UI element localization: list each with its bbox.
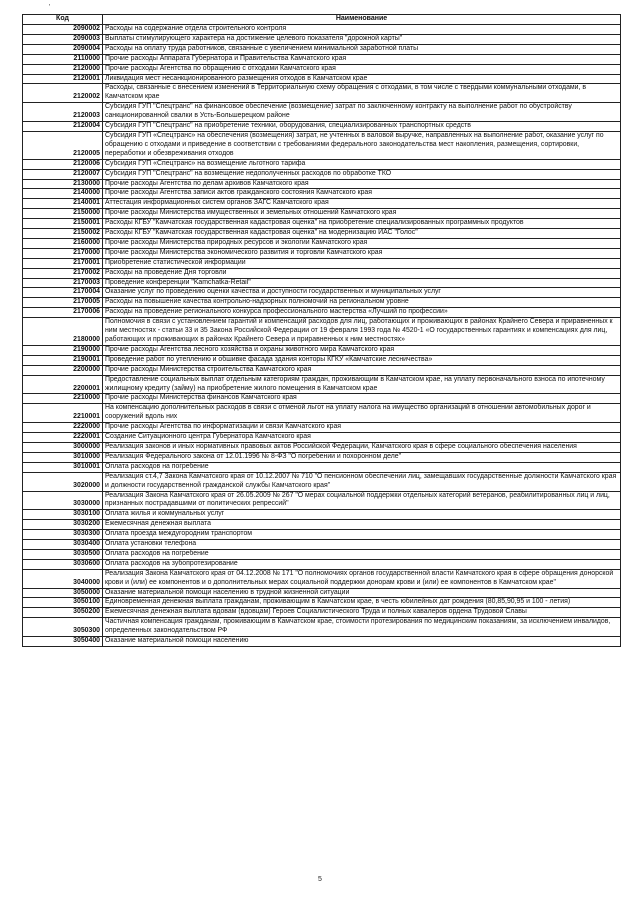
row-code: 2140001: [23, 199, 103, 209]
table-row: [23, 559, 621, 569]
table-row: [23, 84, 621, 103]
table-row: [23, 278, 621, 288]
row-name: Расходы на повышение качества контрольно-надзорных полномочий на региональном уровне: [103, 298, 621, 308]
row-code: 2170004: [23, 288, 103, 298]
row-name: Реализация Закона Камчатского края от 04.12.2008 № 171 "О полномочиях органов государственной власти Камчатского края в сфере обращения донорской крови и (или) ее компонентов и о дополнительных мерах социальной поддержки донорам крови и (или) ее компонентов в Камчатском крае": [103, 569, 621, 588]
row-code: 3020000: [23, 472, 103, 491]
row-code: 2140000: [23, 189, 103, 199]
table-row: [23, 618, 621, 637]
table-row: [23, 219, 621, 229]
table-row: [23, 298, 621, 308]
corner-mark: ': [49, 4, 51, 11]
row-code: 2160000: [23, 238, 103, 248]
table-row: [23, 472, 621, 491]
row-code: 3040000: [23, 569, 103, 588]
table-row: [23, 122, 621, 132]
row-code: 2120007: [23, 169, 103, 179]
row-name: Субсидия ГУП "Спецтранс" на возмещение недополученных расходов по обработке ТКО: [103, 169, 621, 179]
row-code: 2220000: [23, 423, 103, 433]
table-row: [23, 355, 621, 365]
row-name: Приобретение статистической информации: [103, 258, 621, 268]
table-row: [23, 608, 621, 618]
page-number: 5: [318, 876, 322, 883]
row-code: 2110000: [23, 54, 103, 64]
table-row: [23, 549, 621, 559]
row-code: 3000000: [23, 442, 103, 452]
table-row: [23, 345, 621, 355]
column-header-code: Код: [23, 15, 103, 25]
row-code: 2210000: [23, 394, 103, 404]
row-name: Прочие расходы Министерства строительства Камчатского края: [103, 365, 621, 375]
table-row: [23, 25, 621, 35]
row-code: 3030600: [23, 559, 103, 569]
table-row: [23, 510, 621, 520]
row-name: Субсидия ГУП "Спецтранс" на финансовое обеспечение (возмещение) затрат по заключенному контракту на выполнение работ по обустройству санкционированной свалки в Усть-Большерецком районе: [103, 103, 621, 122]
row-code: 3050400: [23, 637, 103, 647]
row-name: Расходы КГБУ "Камчатская государственная кадастровая оценка" на приобретение специализированных программных продуктов: [103, 219, 621, 229]
codes-table-container: [22, 14, 620, 647]
row-name: Создание Ситуационного центра Губернатора Камчатского края: [103, 433, 621, 443]
row-name: Оказание материальной помощи населению в трудной жизненной ситуации: [103, 588, 621, 598]
row-name: Предоставление социальных выплат отдельным категориям граждан, проживающим в Камчатском крае, на уплату первоначального взноса по ипотечному жилищному кредиту (займу) на приобретение жилого помещения в Камчатском крае: [103, 375, 621, 394]
row-name: Оказание материальной помощи населению: [103, 637, 621, 647]
row-name: Прочие расходы Агентства по обращению с отходами Камчатского края: [103, 64, 621, 74]
row-name: Реализация Федерального закона от 12.01.1996 № 8-ФЗ "О погребении и похоронном деле": [103, 452, 621, 462]
row-code: 2120005: [23, 131, 103, 159]
row-name: Оплата установки телефона: [103, 540, 621, 550]
row-code: 3030200: [23, 520, 103, 530]
row-name: Прочие расходы Агентства по информатизации и связи Камчатского края: [103, 423, 621, 433]
table-row: [23, 308, 621, 318]
row-code: 2170006: [23, 308, 103, 318]
row-name: Расходы на проведение Дня торговли: [103, 268, 621, 278]
row-code: 3050000: [23, 588, 103, 598]
table-row: [23, 637, 621, 647]
row-code: 2190001: [23, 355, 103, 365]
row-name: Субсидия ГУП «Спецтранс» на обеспечения (возмещения) затрат, не учтенных в валовой выручке, направленных на выполнение работ, оказание услуг по обращению с отходами и приведение в соответствии с требованиями федерального законодательства мест накопления, размещения, сортировки, переработки и обезвреживания отходов: [103, 131, 621, 159]
row-name: Частичная компенсация гражданам, проживающим в Камчатском крае, стоимости протезирования по медицинским показаниям, за исключением инвалидов, определенных законодательством РФ: [103, 618, 621, 637]
row-code: 2090004: [23, 44, 103, 54]
row-code: 2210001: [23, 404, 103, 423]
row-name: Прочие расходы Агентства по делам архивов Камчатского края: [103, 179, 621, 189]
table-row: [23, 238, 621, 248]
row-name: Прочие расходы Министерства имущественных и земельных отношений Камчатского края: [103, 209, 621, 219]
row-code: 2170005: [23, 298, 103, 308]
table-row: [23, 131, 621, 159]
table-row: [23, 520, 621, 530]
row-code: 2120006: [23, 159, 103, 169]
row-code: 2150001: [23, 219, 103, 229]
row-code: 2090002: [23, 25, 103, 35]
table-row: [23, 189, 621, 199]
row-name: Оплата расходов на зубопротезирование: [103, 559, 621, 569]
row-code: 3030500: [23, 549, 103, 559]
row-code: 2180000: [23, 318, 103, 346]
row-name: Расходы, связанные с внесением изменений в Территориальную схему обращения с отходами, в том числе с твердыми коммунальными отходами, в Камчатском крае: [103, 84, 621, 103]
row-code: 2120000: [23, 64, 103, 74]
row-code: 3010001: [23, 462, 103, 472]
row-name: Реализация ст.4,7 Закона Камчатского края от 10.12.2007 № 710 "О пенсионном обеспечении лиц, замещавших государственные должности Камчатского края и должности государственной гражданской службы Камчатского края": [103, 472, 621, 491]
table-row: [23, 209, 621, 219]
table-row: [23, 64, 621, 74]
row-code: 3050300: [23, 618, 103, 637]
table-row: [23, 375, 621, 394]
row-name: Расходы КГБУ "Камчатская государственная кадастровая оценка" на модернизацию ИАС "Голос": [103, 229, 621, 239]
table-row: [23, 169, 621, 179]
table-row: [23, 258, 621, 268]
row-name: Ликвидация мест несанкционированного размещения отходов в Камчатском крае: [103, 74, 621, 84]
row-name: Аттестация информационных систем органов ЗАГС Камчатского края: [103, 199, 621, 209]
row-name: Единовременная денежная выплата гражданам, проживающим в Камчатском крае, в честь юбилейных дат рождения (80,85,90,95 и 100 - летия): [103, 598, 621, 608]
row-name: Оплата расходов на погребение: [103, 549, 621, 559]
row-code: 2120001: [23, 74, 103, 84]
table-row: [23, 423, 621, 433]
row-code: 2120003: [23, 103, 103, 122]
row-name: Субсидия ГУП «Спецтранс» на возмещение льготного тарифа: [103, 159, 621, 169]
table-row: [23, 229, 621, 239]
row-name: Субсидия ГУП "Спецтранс" на приобретение техники, оборудования, специализированных транспортных средств: [103, 122, 621, 132]
row-name: Прочие расходы Агентства лесного хозяйства и охраны животного мира Камчатского края: [103, 345, 621, 355]
row-name: Ежемесячная денежная выплата вдовам (вдовцам) Героев Социалистического Труда и полных кавалеров ордена Трудовой Славы: [103, 608, 621, 618]
row-code: 2130000: [23, 179, 103, 189]
table-row: [23, 530, 621, 540]
table-row: [23, 598, 621, 608]
row-code: 2150002: [23, 229, 103, 239]
row-code: 3030000: [23, 491, 103, 510]
row-code: 2170003: [23, 278, 103, 288]
table-row: [23, 159, 621, 169]
table-row: [23, 365, 621, 375]
table-row: [23, 433, 621, 443]
table-row: [23, 74, 621, 84]
row-code: 2170001: [23, 258, 103, 268]
table-body: [23, 25, 621, 647]
row-name: Расходы на содержание отдела строительного контроля: [103, 25, 621, 35]
row-name: Прочие расходы Министерства экономического развития и торговли Камчатского края: [103, 248, 621, 258]
row-name: Оказание услуг по проведению оценки качества и доступности государственных и муниципальных услуг: [103, 288, 621, 298]
row-code: 3050100: [23, 598, 103, 608]
budget-codes-table: [22, 14, 621, 647]
table-header-row: [23, 15, 621, 25]
row-name: Реализация Закона Камчатского края от 26.05.2009 № 267 "О мерах социальной поддержки отдельных категорий ветеранов, реабилитированных лиц и лиц, признанных пострадавшими от политических репрессий": [103, 491, 621, 510]
row-code: 2190000: [23, 345, 103, 355]
row-name: Проведение конференции "Kamchatka-Retail": [103, 278, 621, 288]
table-row: [23, 268, 621, 278]
row-code: 2220001: [23, 433, 103, 443]
row-name: Оплата жилья и коммунальных услуг: [103, 510, 621, 520]
row-code: 2200001: [23, 375, 103, 394]
row-name: Ежемесячная денежная выплата: [103, 520, 621, 530]
row-name: На компенсацию дополнительных расходов в связи с отменой льгот на уплату налога на имущество организаций в отношении автомобильных дорог и сооружений вдоль них: [103, 404, 621, 423]
table-row: [23, 394, 621, 404]
row-name: Оплата проезда междугородним транспортом: [103, 530, 621, 540]
row-code: 3050200: [23, 608, 103, 618]
table-row: [23, 491, 621, 510]
row-name: Полномочия в связи с установлением гарантий и компенсаций расходов для лиц, работающих и проживающих в районах Крайнего Севера и приравненных к ним местностях - статьи 33 и 35 Закона Российской Федерации от 19 февраля 1993 года № 4520-1 «О государственных гарантиях и компенсациях для лиц, работающих и проживающих в районах Крайнего Севера и приравненных к ним местностях»: [103, 318, 621, 346]
row-code: 2200000: [23, 365, 103, 375]
row-name: Прочие расходы Министерства природных ресурсов и экологии Камчатского края: [103, 238, 621, 248]
row-name: Расходы на оплату труда работников, связанные с увеличением минимальной заработной платы: [103, 44, 621, 54]
row-name: Оплата расходов на погребение: [103, 462, 621, 472]
row-code: 2170002: [23, 268, 103, 278]
row-code: 3010000: [23, 452, 103, 462]
column-header-name: Наименование: [103, 15, 621, 25]
row-name: Реализация законов и иных нормативных правовых актов Российской Федерации, Камчатского края в сфере социального обеспечения населения: [103, 442, 621, 452]
row-code: 3030400: [23, 540, 103, 550]
table-row: [23, 179, 621, 189]
table-row: [23, 34, 621, 44]
row-name: Прочие расходы Аппарата Губернатора и Правительства Камчатского края: [103, 54, 621, 64]
table-row: [23, 442, 621, 452]
row-code: 2150000: [23, 209, 103, 219]
table-row: [23, 540, 621, 550]
table-row: [23, 248, 621, 258]
table-row: [23, 288, 621, 298]
row-name: Расходы на проведение регионального конкурса профессионального мастерства «Лучший по профессии»: [103, 308, 621, 318]
table-row: [23, 452, 621, 462]
row-name: Прочие расходы Агентства записи актов гражданского состояния Камчатского края: [103, 189, 621, 199]
row-code: 2170000: [23, 248, 103, 258]
table-row: [23, 588, 621, 598]
row-code: 3030100: [23, 510, 103, 520]
row-code: 2120004: [23, 122, 103, 132]
table-row: [23, 44, 621, 54]
table-row: [23, 54, 621, 64]
table-row: [23, 569, 621, 588]
table-row: [23, 404, 621, 423]
table-row: [23, 103, 621, 122]
row-code: 2120002: [23, 84, 103, 103]
row-name: Прочие расходы Министерства финансов Камчатского края: [103, 394, 621, 404]
row-name: Выплаты стимулирующего характера на достижение целевого показателя "дорожной карты": [103, 34, 621, 44]
row-name: Проведение работ по утеплению и обшивке фасада здания конторы КГКУ «Камчатские лесничества»: [103, 355, 621, 365]
row-code: 2090003: [23, 34, 103, 44]
table-row: [23, 199, 621, 209]
table-row: [23, 318, 621, 346]
table-row: [23, 462, 621, 472]
row-code: 3030300: [23, 530, 103, 540]
